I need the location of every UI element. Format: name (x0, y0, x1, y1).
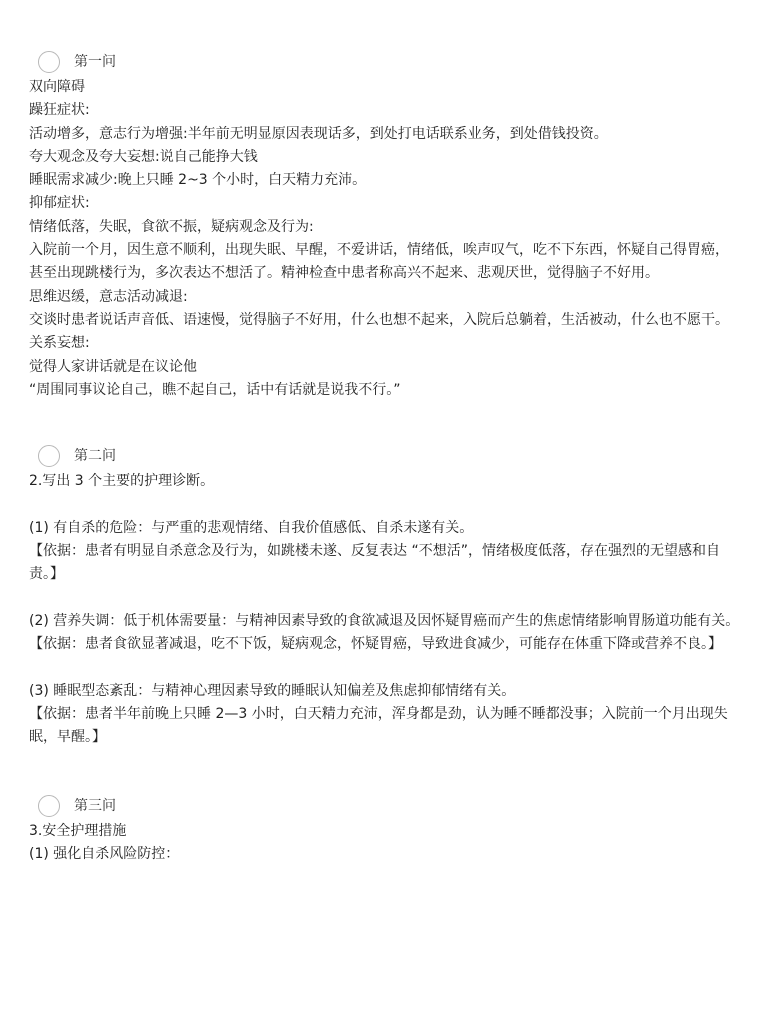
section-3 (29, 792, 741, 867)
blank-line (29, 587, 741, 610)
section-title: 第一问 (74, 54, 116, 70)
text-line: 躁狂症状: (29, 102, 90, 119)
blank-line (29, 493, 741, 516)
text-line: 情绪低落，失眠，食欲不振，疑病观念及行为: (29, 218, 314, 235)
text-line: 【依据：患者食欲显著减退，吃不下饭，疑病观念，怀疑胃癌，导致进食减少，可能存在体重下降或营养不良。】 (29, 636, 722, 653)
section-header[interactable] (38, 792, 741, 820)
text-line: 双向障碍 (29, 79, 85, 95)
text-line: (2) 营养失调：低于机体需要量：与精神因素导致的食欲减退及因怀疑胃癌而产生的焦虑情绪影响胃肠道功能有关。 (29, 612, 740, 629)
document-page (29, 48, 741, 866)
text-line: 交谈时患者说话声音低、语速慢，觉得脑子不好用，什么也想不起来，入院后总躺着，生活被动，什么也不愿干。 (29, 311, 729, 328)
text-line: (3) 睡眠型态紊乱：与精神心理因素导致的睡眠认知偏差及焦虑抑郁情绪有关。 (29, 682, 516, 699)
text-line: 入院前一个月，因生意不顺利，出现失眠、早醒，不爱讲话，情绪低，唉声叹气，吃不下东西，怀疑自己得胃癌，甚至出现跳楼行为，多次表达不想活了。精神检查中患者称高兴不起来、悲观厌世，觉得脑子不好用。 (29, 242, 729, 282)
radio-circle-icon[interactable] (38, 51, 60, 73)
text-line: 【依据：患者半年前晚上只睡 2—3 小时，白天精力充沛，浑身都是劲，认为睡不睡都没事；入院前一个月出现失眠，早醒。】 (29, 706, 728, 746)
section-title: 第三问 (74, 797, 116, 814)
blank-line (29, 657, 741, 680)
radio-circle-icon[interactable] (38, 445, 60, 467)
radio-circle-icon[interactable] (38, 795, 60, 817)
text-line: 关系妄想: (29, 335, 90, 352)
text-line: 觉得人家讲话就是在议论他 (29, 358, 197, 375)
section-gap (29, 750, 741, 792)
section-title: 第二问 (74, 448, 116, 465)
text-line: 抑郁症状: (29, 195, 90, 212)
section-header[interactable] (38, 48, 741, 76)
text-line: (1) 强化自杀风险防控： (29, 846, 180, 863)
text-line: 思维迟缓，意志活动减退: (29, 288, 188, 305)
text-line: “周围同事议论自己，瞧不起自己，话中有话就是说我不行。” (29, 381, 401, 398)
text-line: 夸大观念及夸大妄想:说自己能挣大钱 (29, 148, 258, 165)
text-line: (1) 有自杀的危险：与严重的悲观情绪、自我价值感低、自杀未遂有关。 (29, 519, 474, 536)
section-2 (29, 442, 741, 750)
text-line: 2.写出 3 个主要的护理诊断。 (29, 473, 215, 490)
section-gap (29, 402, 741, 442)
text-line: 【依据：患者有明显自杀意念及行为，如跳楼未遂、反复表达 “不想活”，情绪极度低落，存在强烈的无望感和自责。】 (29, 543, 720, 583)
section-1 (29, 48, 741, 402)
section-header[interactable] (38, 442, 741, 470)
text-line: 睡眠需求减少:晚上只睡 2~3 个小时，白天精力充沛。 (29, 172, 367, 189)
text-line: 活动增多，意志行为增强:半年前无明显原因表现话多，到处打电话联系业务，到处借钱投资。 (29, 125, 608, 142)
text-line: 3.安全护理措施 (29, 822, 127, 839)
